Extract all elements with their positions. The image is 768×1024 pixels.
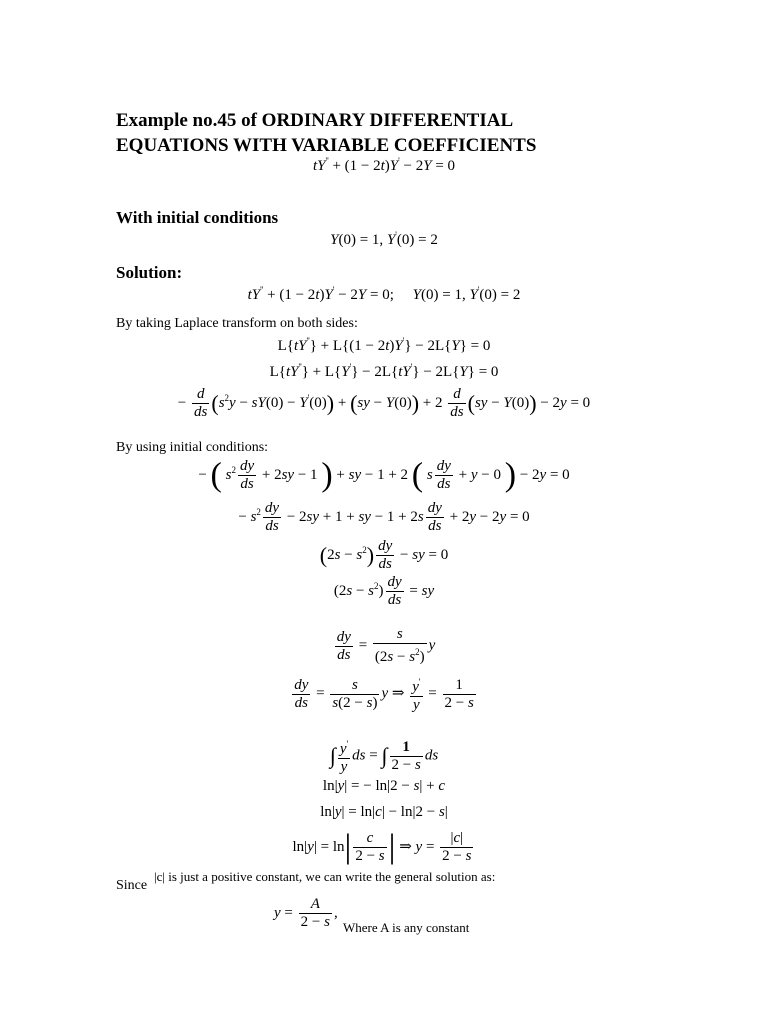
initial-conditions-heading: With initial conditions bbox=[116, 208, 279, 227]
equation-integral: ∫ $\frac{y'}{y}$ ds = ∫ $\frac{1}{2 - s}$ ds bbox=[0, 736, 768, 776]
where-text: Where A is any constant bbox=[343, 920, 470, 935]
equation-ic-4: $(2s - s^2)$ $\frac{dy}{ds}$ = sy bbox=[333, 574, 435, 608]
title-line-2: EQUATIONS WITH VARIABLE COEFFICIENTS bbox=[116, 135, 537, 156]
equation-separate-1: $\frac{dy}{ds}$ = $\frac{s}{(2s - s^2)}$ y bbox=[336, 626, 436, 665]
equation-ic-3: $(2s - s^2)$ $\frac{dy}{ds}$ − sy = 0 bbox=[319, 538, 449, 572]
equation-ln-3: ln|y| = ln| $\frac{c}{2 - s}$ | ⇒ y = $\frac{|c|}{2 - s}$ bbox=[292, 828, 472, 866]
since-text: |c| is just a positive constant, we can write the general solution as: bbox=[154, 869, 496, 884]
since-prefix: Since bbox=[116, 878, 148, 893]
title-line-1: Example no.45 of ORDINARY DIFFERENTIAL bbox=[116, 110, 514, 131]
equation-final-solution: y = $\frac{A}{2 - s}$ , bbox=[274, 896, 338, 930]
equation-ic-2: − $s^2$ $\frac{dy}{ds}$ − 2sy + 1 + sy − 1 + 2s $\frac{dy}{ds}$ + 2y − 2y = 0 bbox=[238, 500, 530, 534]
equation-laplace-1: L{tY''} + L{(1 − 2t)Y'} − 2L{Y} = 0 bbox=[277, 336, 491, 354]
solution-heading: Solution: bbox=[116, 263, 183, 282]
laplace-text: By taking Laplace transform on both sides: bbox=[116, 316, 358, 331]
equation-ic-1: − ( $s^2$ $\frac{dy}{ds}$ + 2sy − 1 ) + sy − 1 + 2 ( s $\frac{dy}{ds}$ + y − 0 ) − 2y = 0 bbox=[198, 456, 570, 494]
equation-laplace-3: − $\frac{d}{ds}$ $(s^2y - sY(0) - Y'(0)) + (sy - Y(0)) + 2$ $\frac{d}{ds}$ (sy − Y(0)) − 2y = 0 bbox=[177, 386, 591, 420]
equation-initial-conditions: Y(0) = 1, Y'(0) = 2 bbox=[330, 230, 438, 248]
equation-solution-restated: tY'' + (1 − 2t)Y' − 2Y = 0; Y(0) = 1, Y'(0) = 2 bbox=[247, 285, 521, 303]
page-title bbox=[116, 108, 676, 158]
initial-conditions-text: By using initial conditions: bbox=[116, 440, 269, 455]
equation-laplace-2: L{tY''} + L{Y'} − 2L{tY'} − 2L{Y} = 0 bbox=[269, 362, 499, 380]
equation-separate-2: $\frac{dy}{ds}$ = $\frac{s}{s(2 - s)}$ y ⇒ $\frac{y'}{y}$ = $\frac{1}{2 - s}$ bbox=[0, 674, 768, 714]
equation-ln-1: ln|y| = − ln|2 − s| + c bbox=[322, 778, 446, 794]
equation-ln-2: ln|y| = ln|c| − ln|2 − s| bbox=[320, 804, 448, 820]
equation-main: tY'' + (1 − 2t)Y' − 2Y = 0 bbox=[312, 156, 456, 174]
